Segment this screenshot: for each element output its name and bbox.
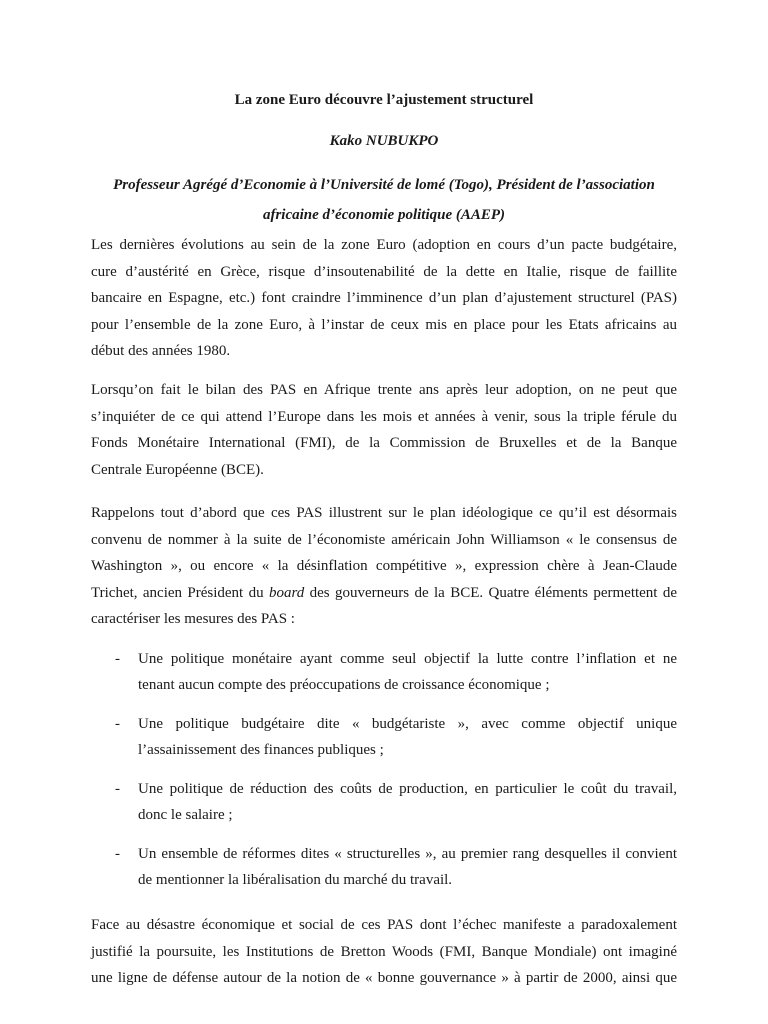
text-line: Une politique de réduction des coûts de production, en particulier le coût du travail, bbox=[138, 781, 677, 797]
text-line: Une politique budgétaire dite « budgétariste », avec comme objectif unique bbox=[138, 716, 677, 732]
text-line: caractériser les mesures des PAS : bbox=[91, 611, 295, 627]
text-segment: Trichet, ancien Président du bbox=[91, 584, 269, 601]
text-line bbox=[91, 580, 677, 607]
text-line: de mentionner la libéralisation du marché du travail. bbox=[138, 872, 453, 888]
list-item bbox=[91, 841, 677, 893]
text-line: Les dernières évolutions au sein de la zone Euro (adoption en cours d’un pacte budgétaire, bbox=[91, 237, 677, 253]
article-title: La zone Euro découvre l’ajustement structurel bbox=[234, 92, 534, 108]
text-line: donc le salaire ; bbox=[138, 807, 233, 823]
italic-term: board bbox=[268, 584, 305, 601]
text-segment: des gouverneurs de la BCE. Quatre éléments permettent de bbox=[304, 584, 678, 601]
bullet-dash: - bbox=[115, 716, 120, 732]
bullet-list bbox=[91, 646, 677, 893]
text-line: justifié la poursuite, les Institutions de Bretton Woods (FMI, Banque Mondiale) ont imaginé bbox=[91, 943, 677, 960]
author-affiliation bbox=[92, 170, 676, 230]
text-line: s’inquiéter de ce qui attend l’Europe dans les mois et années à venir, sous la triple férule du bbox=[91, 408, 677, 425]
text-line: l’assainissement des finances publiques ; bbox=[138, 742, 384, 758]
list-item bbox=[91, 711, 677, 763]
paragraph-4 bbox=[91, 912, 677, 992]
text-line: pour l’ensemble de la zone Euro, à l’instar de ceux mis en place pour les Etats africains au bbox=[91, 316, 677, 333]
text-line: Un ensemble de réformes dites « structurelles », au premier rang desquelles il convient bbox=[138, 846, 677, 862]
list-item bbox=[91, 646, 677, 698]
author-name: Kako NUBUKPO bbox=[329, 133, 439, 149]
text-line: bancaire en Espagne, etc.) font craindre l’imminence d’un plan d’ajustement structurel (PAS) bbox=[91, 290, 677, 306]
affiliation-line: africaine d’économie politique (AAEP) bbox=[262, 207, 506, 223]
text-line: Washington », ou encore « la désinflation compétitive », expression chère à Jean-Claude bbox=[91, 558, 677, 574]
text-line: convenu de nommer à la suite de l’économiste américain John Williamson « le consensus de bbox=[91, 531, 677, 548]
bullet-dash: - bbox=[115, 651, 120, 667]
paragraph-2 bbox=[91, 377, 677, 483]
text-line: tenant aucun compte des préoccupations de croissance économique ; bbox=[138, 677, 550, 693]
text-line: Fonds Monétaire International (FMI), de la Commission de Bruxelles et de la Banque bbox=[91, 435, 677, 451]
paragraph-3 bbox=[91, 500, 677, 633]
affiliation-line: Professeur Agrégé d’Economie à l’Université de lomé (Togo), Président de l’association bbox=[113, 177, 655, 193]
text-line: Lorsqu’on fait le bilan des PAS en Afrique trente ans après leur adoption, on ne peut que bbox=[91, 382, 677, 398]
text-line: cure d’austérité en Grèce, risque d’insoutenabilité de la dette en Italie, risque de faillite bbox=[91, 263, 677, 280]
text-line: Face au désastre économique et social de ces PAS dont l’échec manifeste a paradoxalement bbox=[91, 917, 677, 933]
text-line: Une politique monétaire ayant comme seul objectif la lutte contre l’inflation et ne bbox=[138, 651, 677, 667]
text-line: Centrale Européenne (BCE). bbox=[91, 461, 264, 478]
list-item bbox=[91, 776, 677, 828]
bullet-dash: - bbox=[115, 781, 120, 797]
bullet-dash: - bbox=[115, 846, 120, 862]
text-line: Rappelons tout d’abord que ces PAS illustrent sur le plan idéologique ce qu’il est désormais bbox=[91, 505, 677, 521]
text-line: une ligne de défense autour de la notion de « bonne gouvernance » à partir de 2000, ainsi que bbox=[91, 970, 677, 986]
text-line: début des années 1980. bbox=[91, 343, 231, 359]
paragraph-1 bbox=[91, 232, 677, 365]
